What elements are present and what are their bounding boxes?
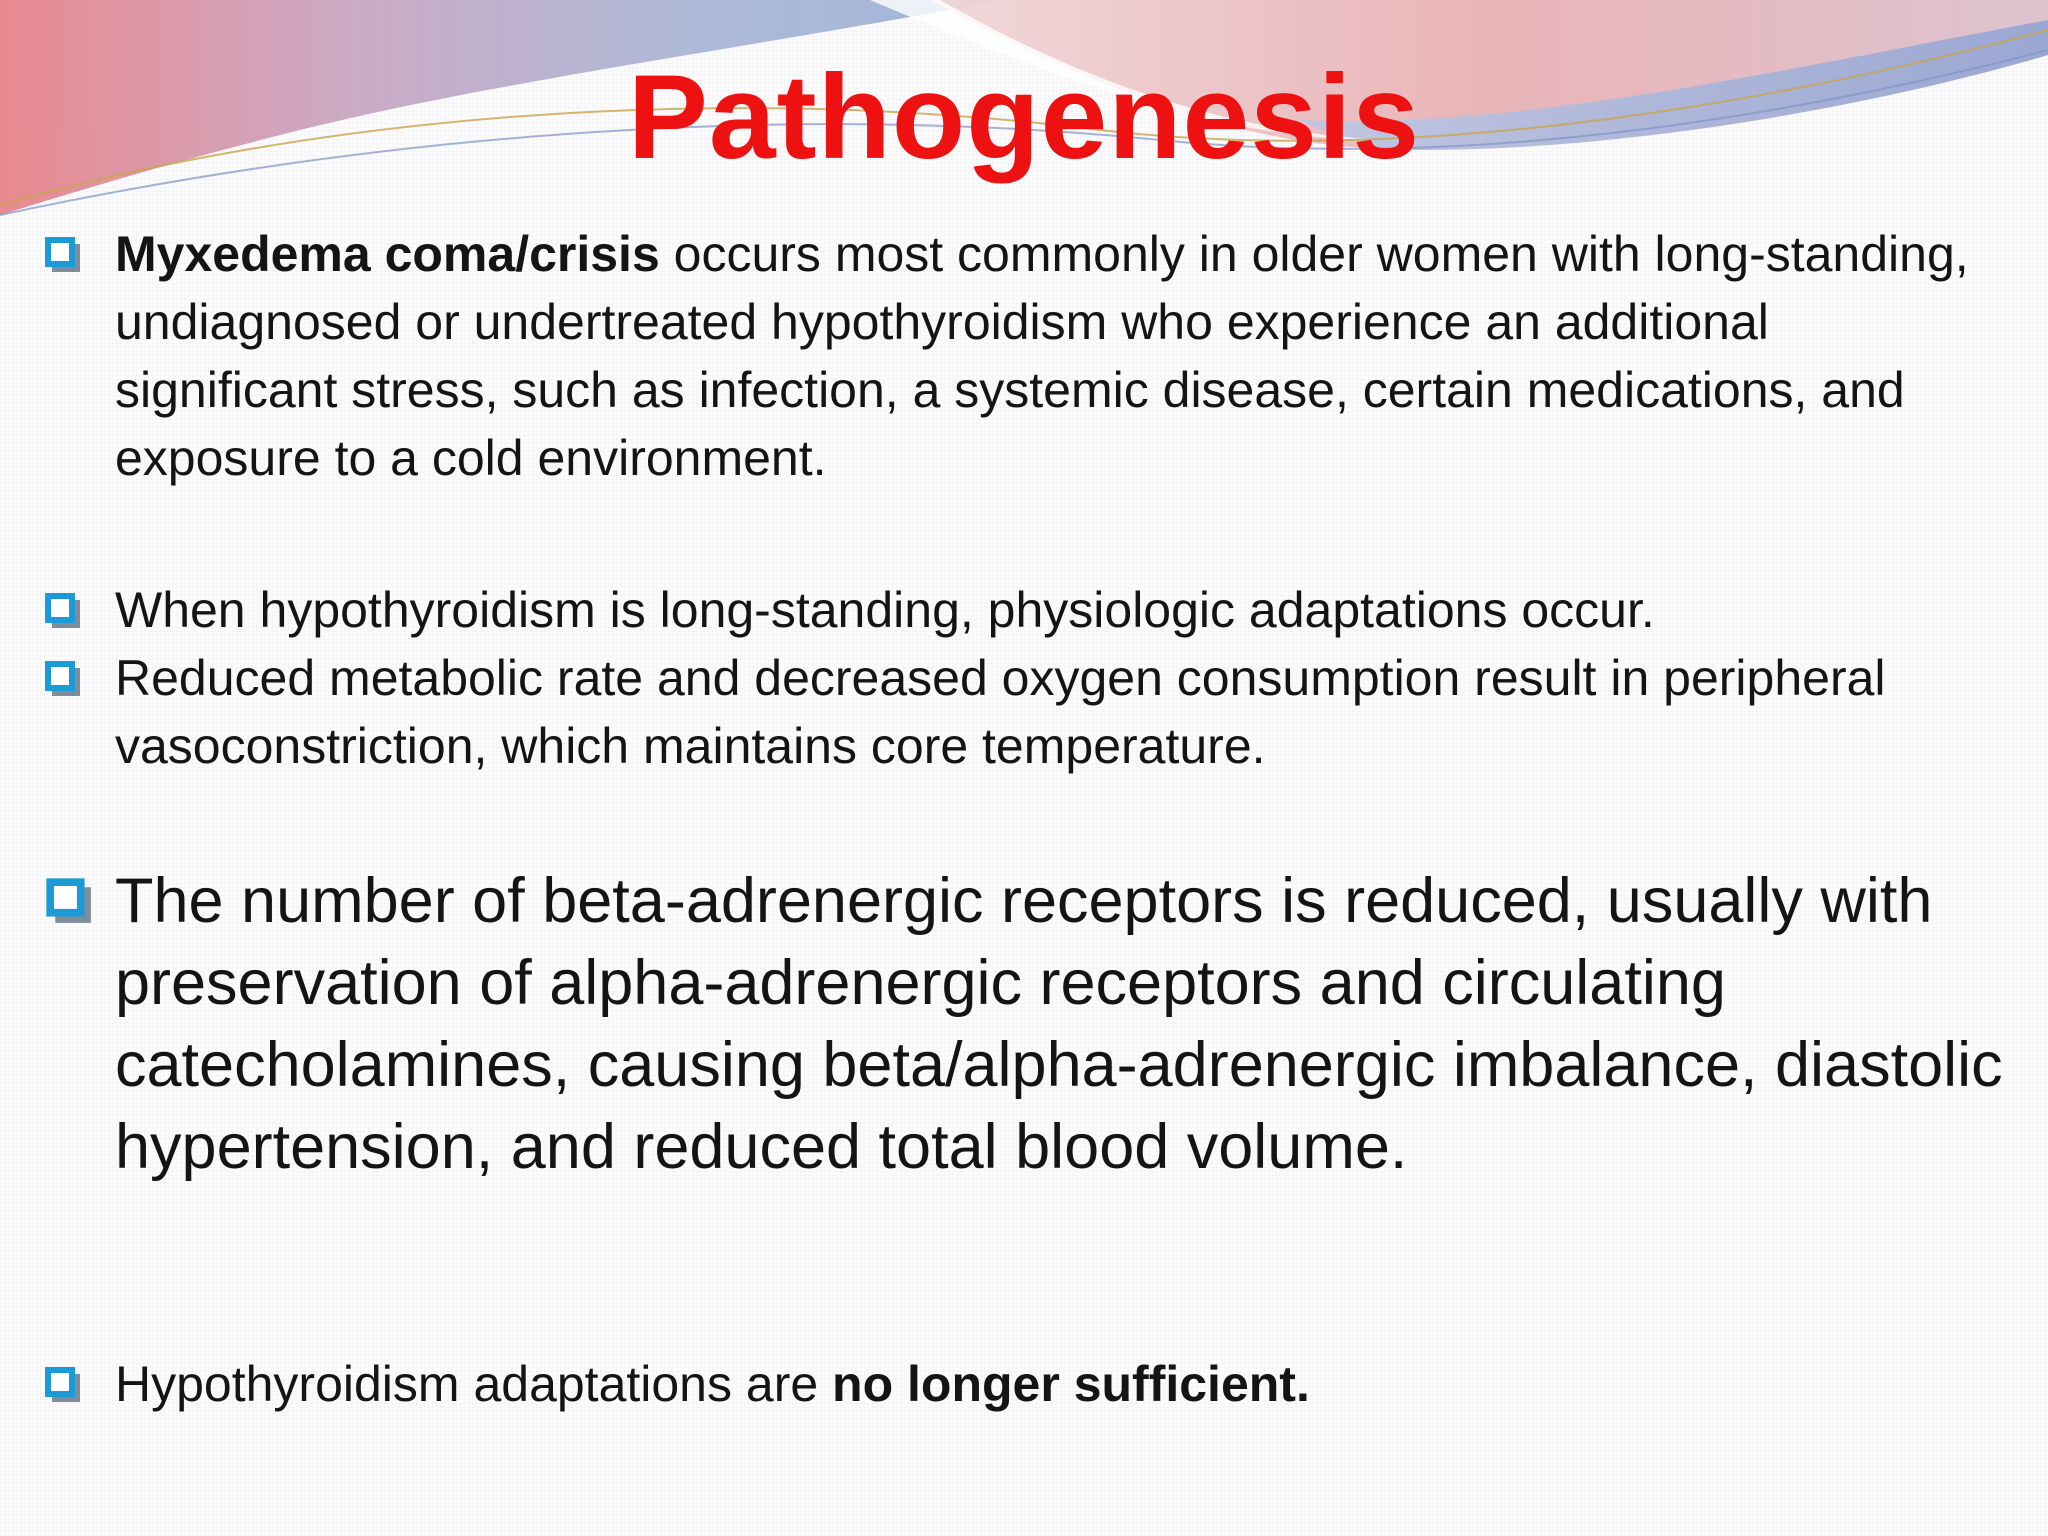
hollow-square-checkbox-icon — [40, 1362, 84, 1406]
bullet-text: The number of beta-adrenergic receptors is reduced, usually with preservation of alpha-adrenergic receptors and circulating catecholamines, causing beta/alpha-adrenergic imbalance, diastolic hypertension, and reduced total blood volume. — [115, 866, 2003, 1182]
bullet-text: Reduced metabolic rate and decreased oxygen consumption result in peripheral vasoconstriction, which maintains core temperature. — [115, 650, 1886, 774]
slide-title: Pathogenesis — [627, 50, 1421, 184]
hollow-square-checkbox-icon — [40, 232, 84, 276]
bullet-text — [115, 1350, 2005, 1418]
bullet-text — [115, 220, 2005, 492]
hollow-square-checkbox-icon — [40, 656, 84, 700]
bullet-body: Hypothyroidism adaptations are — [115, 1356, 833, 1412]
bullet-bold-lead: Myxedema coma/crisis — [115, 226, 660, 282]
bullet-item — [40, 644, 2000, 780]
bullet-item — [40, 860, 2003, 1270]
bullet-item — [40, 220, 2000, 500]
bullet-body: occurs most commonly in older women with long-standing, undiagnosed or undertreated hypothyroidism who experience an additional significant stress, such as infection, a systemic disease, certain medications, and exposure to a cold environment. — [115, 226, 1969, 486]
bullet-item — [40, 1350, 2000, 1418]
bullet-text: When hypothyroidism is long-standing, physiologic adaptations occur. — [115, 582, 1655, 638]
hollow-square-checkbox-icon — [40, 588, 84, 632]
hollow-square-checkbox-icon — [40, 872, 96, 928]
bullet-item — [40, 576, 2000, 644]
bullet-bold-tail: no longer sufficient. — [832, 1356, 1310, 1412]
